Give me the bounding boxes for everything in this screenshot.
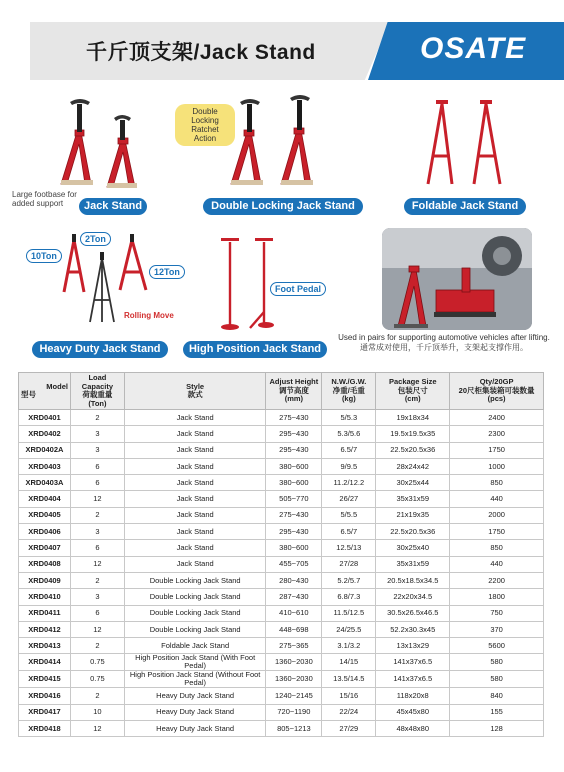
cell-qty: 440 (450, 491, 544, 507)
header-model-cn: 型号 (21, 390, 36, 399)
page-title: 千斤顶支架/Jack Stand (86, 41, 316, 64)
table-row (19, 638, 544, 654)
cell-height: 380~600 (266, 540, 322, 556)
cell-weight: 5/5.3 (322, 410, 376, 426)
header-style (124, 373, 266, 410)
spec-table-body (19, 410, 544, 737)
header-banner (0, 0, 564, 100)
cell-package: 45x45x80 (376, 704, 450, 720)
cell-weight: 6.8/7.3 (322, 589, 376, 605)
cell-style: Foldable Jack Stand (124, 638, 266, 654)
header-weight-cn: 净重/毛重 (332, 385, 365, 395)
header-height-cn: 调节高度 (278, 385, 309, 395)
header-qty-unit: (pcs) (487, 394, 506, 404)
cell-qty: 5600 (450, 638, 544, 654)
cell-height: 295~430 (266, 524, 322, 540)
header-package (376, 373, 450, 410)
cell-package: 52.2x30.3x45 (376, 621, 450, 637)
cell-style: Jack Stand (124, 491, 266, 507)
cell-qty: 155 (450, 704, 544, 720)
cell-qty: 370 (450, 621, 544, 637)
table-row (19, 572, 544, 588)
header-package-en: Package Size (388, 377, 437, 387)
table-row (19, 507, 544, 523)
jack-stand-image (55, 92, 155, 192)
cell-weight: 22/24 (322, 704, 376, 720)
usage-photo-image (382, 228, 532, 330)
cell-package: 13x13x29 (376, 638, 450, 654)
cell-load: 6 (70, 540, 124, 556)
cell-weight: 27/29 (322, 721, 376, 737)
cell-load: 6 (70, 605, 124, 621)
cell-model: XRD0410 (19, 589, 71, 605)
table-row (19, 589, 544, 605)
cell-weight: 6.5/7 (322, 524, 376, 540)
cell-model: XRD0418 (19, 721, 71, 737)
cell-load: 12 (70, 721, 124, 737)
cell-style: Jack Stand (124, 475, 266, 491)
cell-load: 2 (70, 572, 124, 588)
cell-package: 19x18x34 (376, 410, 450, 426)
table-row (19, 688, 544, 704)
brand-logo: OSATE (420, 32, 527, 65)
cell-style: Double Locking Jack Stand (124, 589, 266, 605)
cell-load: 2 (70, 638, 124, 654)
header-model-en: Model (46, 381, 68, 391)
table-row (19, 442, 544, 458)
header-height-en: Adjust Height (269, 377, 319, 387)
cell-model: XRD0408 (19, 556, 71, 572)
cell-style: Double Locking Jack Stand (124, 621, 266, 637)
heavy-duty-12ton-tag: 12Ton (149, 265, 185, 279)
cell-load: 0.75 (70, 654, 124, 671)
cell-style: Jack Stand (124, 524, 266, 540)
cell-package: 141x37x6.5 (376, 671, 450, 688)
cell-model: XRD0414 (19, 654, 71, 671)
table-row (19, 704, 544, 720)
cell-style: Jack Stand (124, 507, 266, 523)
cell-model: XRD0404 (19, 491, 71, 507)
cell-weight: 11.5/12.5 (322, 605, 376, 621)
cell-package: 30.5x26.5x46.5 (376, 605, 450, 621)
heavy-duty-10ton-tag: 10Ton (26, 249, 62, 263)
cell-height: 410~610 (266, 605, 322, 621)
table-row (19, 410, 544, 426)
header-package-cn: 包装尺寸 (397, 385, 428, 395)
cell-model: XRD0412 (19, 621, 71, 637)
table-row (19, 671, 544, 688)
cell-model: XRD0401 (19, 410, 71, 426)
cell-weight: 12.5/13 (322, 540, 376, 556)
cell-height: 380~600 (266, 475, 322, 491)
cell-load: 0.75 (70, 671, 124, 688)
table-row (19, 721, 544, 737)
header-load (70, 373, 124, 410)
cell-weight: 26/27 (322, 491, 376, 507)
table-row (19, 654, 544, 671)
cell-load: 2 (70, 688, 124, 704)
heavy-duty-label: Heavy Duty Jack Stand (32, 341, 168, 358)
cell-load: 12 (70, 556, 124, 572)
header-model (19, 373, 71, 410)
cell-package: 141x37x6.5 (376, 654, 450, 671)
cell-qty: 1750 (450, 442, 544, 458)
cell-model: XRD0409 (19, 572, 71, 588)
cell-qty: 440 (450, 556, 544, 572)
double-locking-jack-stand-image (225, 90, 335, 190)
cell-package: 19.5x19.5x35 (376, 426, 450, 442)
cell-package: 48x48x80 (376, 721, 450, 737)
cell-model: XRD0407 (19, 540, 71, 556)
cell-style: Heavy Duty Jack Stand (124, 721, 266, 737)
table-row (19, 524, 544, 540)
cell-height: 287~430 (266, 589, 322, 605)
cell-model: XRD0417 (19, 704, 71, 720)
cell-height: 275~430 (266, 410, 322, 426)
table-row (19, 621, 544, 637)
table-header-row (19, 373, 544, 410)
cell-qty: 840 (450, 688, 544, 704)
cell-weight: 5.2/5.7 (322, 572, 376, 588)
header-package-unit: (cm) (404, 394, 421, 404)
high-position-label: High Position Jack Stand (183, 341, 327, 358)
cell-style: Double Locking Jack Stand (124, 572, 266, 588)
header-height-unit: (mm) (284, 394, 304, 404)
cell-package: 30x25x44 (376, 475, 450, 491)
cell-model: XRD0403 (19, 458, 71, 474)
cell-weight: 6.5/7 (322, 442, 376, 458)
cell-package: 35x31x59 (376, 491, 450, 507)
cell-height: 295~430 (266, 442, 322, 458)
cell-height: 275~365 (266, 638, 322, 654)
cell-height: 720~1190 (266, 704, 322, 720)
cell-package: 30x25x40 (376, 540, 450, 556)
cell-model: XRD0411 (19, 605, 71, 621)
cell-qty: 2300 (450, 426, 544, 442)
header-load-en: Load Capacity (81, 373, 114, 391)
cell-weight: 5.3/5.6 (322, 426, 376, 442)
table-row (19, 426, 544, 442)
cell-package: 35x31x59 (376, 556, 450, 572)
table-row (19, 475, 544, 491)
cell-style: Jack Stand (124, 556, 266, 572)
header-qty-cn: 20尺柜集装箱可装数量 (458, 385, 535, 395)
cell-style: Jack Stand (124, 426, 266, 442)
cell-weight: 3.1/3.2 (322, 638, 376, 654)
rolling-move-note: Rolling Move (124, 311, 174, 320)
usage-photo (382, 228, 532, 330)
cell-height: 295~430 (266, 426, 322, 442)
cell-style: Jack Stand (124, 410, 266, 426)
cell-height: 380~600 (266, 458, 322, 474)
double-locking-label: Double Locking Jack Stand (203, 198, 363, 215)
cell-load: 3 (70, 589, 124, 605)
cell-model: XRD0402A (19, 442, 71, 458)
cell-height: 1360~2030 (266, 654, 322, 671)
cell-model: XRD0406 (19, 524, 71, 540)
table-row (19, 556, 544, 572)
cell-package: 22.5x20.5x36 (376, 442, 450, 458)
header-qty (450, 373, 544, 410)
cell-height: 275~430 (266, 507, 322, 523)
cell-height: 280~430 (266, 572, 322, 588)
cell-qty: 128 (450, 721, 544, 737)
cell-qty: 2400 (450, 410, 544, 426)
cell-style: Heavy Duty Jack Stand (124, 704, 266, 720)
cell-package: 28x24x42 (376, 458, 450, 474)
cell-weight: 9/9.5 (322, 458, 376, 474)
header-weight (322, 373, 376, 410)
cell-model: XRD0415 (19, 671, 71, 688)
foldable-label: Foldable Jack Stand (404, 198, 526, 215)
cell-load: 3 (70, 426, 124, 442)
cell-height: 1240~2145 (266, 688, 322, 704)
cell-package: 118x20x8 (376, 688, 450, 704)
cell-load: 12 (70, 491, 124, 507)
cell-qty: 580 (450, 671, 544, 688)
cell-load: 6 (70, 475, 124, 491)
cell-height: 505~770 (266, 491, 322, 507)
header-style-en: Style (186, 381, 205, 391)
cell-style: High Position Jack Stand (With Foot Pedal) (124, 654, 266, 671)
table-row (19, 491, 544, 507)
foot-pedal-tag: Foot Pedal (270, 282, 326, 296)
cell-model: XRD0402 (19, 426, 71, 442)
cell-model: XRD0403A (19, 475, 71, 491)
cell-load: 12 (70, 621, 124, 637)
cell-weight: 5/5.5 (322, 507, 376, 523)
cell-package: 22x20x34.5 (376, 589, 450, 605)
cell-model: XRD0413 (19, 638, 71, 654)
header-height (266, 373, 322, 410)
cell-style: Jack Stand (124, 442, 266, 458)
cell-load: 2 (70, 410, 124, 426)
cell-height: 805~1213 (266, 721, 322, 737)
jack-stand-label: Jack Stand (79, 198, 147, 215)
cell-load: 3 (70, 442, 124, 458)
jack-stand-callout: Large footbase for added support (12, 190, 77, 208)
cell-load: 6 (70, 458, 124, 474)
cell-qty: 580 (450, 654, 544, 671)
cell-weight: 11.2/12.2 (322, 475, 376, 491)
cell-qty: 850 (450, 540, 544, 556)
cell-weight: 13.5/14.5 (322, 671, 376, 688)
cell-package: 22.5x20.5x36 (376, 524, 450, 540)
cell-qty: 2000 (450, 507, 544, 523)
double-locking-callout: Double Locking Ratchet Action (175, 104, 235, 146)
table-row (19, 540, 544, 556)
cell-qty: 750 (450, 605, 544, 621)
cell-qty: 1750 (450, 524, 544, 540)
cell-load: 2 (70, 507, 124, 523)
cell-weight: 15/16 (322, 688, 376, 704)
cell-height: 1360~2030 (266, 671, 322, 688)
cell-weight: 14/15 (322, 654, 376, 671)
cell-load: 10 (70, 704, 124, 720)
cell-model: XRD0405 (19, 507, 71, 523)
cell-style: High Position Jack Stand (Without Foot Pedal) (124, 671, 266, 688)
foldable-jack-stand-image (418, 96, 513, 192)
cell-weight: 24/25.5 (322, 621, 376, 637)
cell-height: 448~698 (266, 621, 322, 637)
cell-qty: 1000 (450, 458, 544, 474)
header-load-cn: 荷载重量 (82, 390, 113, 399)
heavy-duty-2ton-tag: 2Ton (80, 232, 111, 246)
cell-weight: 27/28 (322, 556, 376, 572)
usage-note-en: Used in pairs for supporting automotive vehicles after lifting. (338, 333, 550, 342)
header-load-unit: (Ton) (88, 398, 107, 408)
cell-package: 20.5x18.5x34.5 (376, 572, 450, 588)
table-row (19, 605, 544, 621)
cell-model: XRD0416 (19, 688, 71, 704)
cell-package: 21x19x35 (376, 507, 450, 523)
cell-height: 455~705 (266, 556, 322, 572)
cell-qty: 850 (450, 475, 544, 491)
header-qty-en: Qty/20GP (479, 377, 514, 387)
header-weight-unit: (kg) (341, 394, 356, 404)
usage-note-cn: 通常成对使用，千斤顶举升，支架起支撑作用。 (360, 343, 528, 352)
spec-table (18, 372, 544, 737)
cell-load: 3 (70, 524, 124, 540)
table-row (19, 458, 544, 474)
header-weight-en: N.W./G.W. (331, 377, 367, 387)
cell-qty: 1800 (450, 589, 544, 605)
usage-note (328, 333, 560, 353)
cell-style: Heavy Duty Jack Stand (124, 688, 266, 704)
cell-qty: 2200 (450, 572, 544, 588)
cell-style: Double Locking Jack Stand (124, 605, 266, 621)
cell-style: Jack Stand (124, 458, 266, 474)
cell-style: Jack Stand (124, 540, 266, 556)
header-style-cn: 款式 (187, 390, 203, 399)
